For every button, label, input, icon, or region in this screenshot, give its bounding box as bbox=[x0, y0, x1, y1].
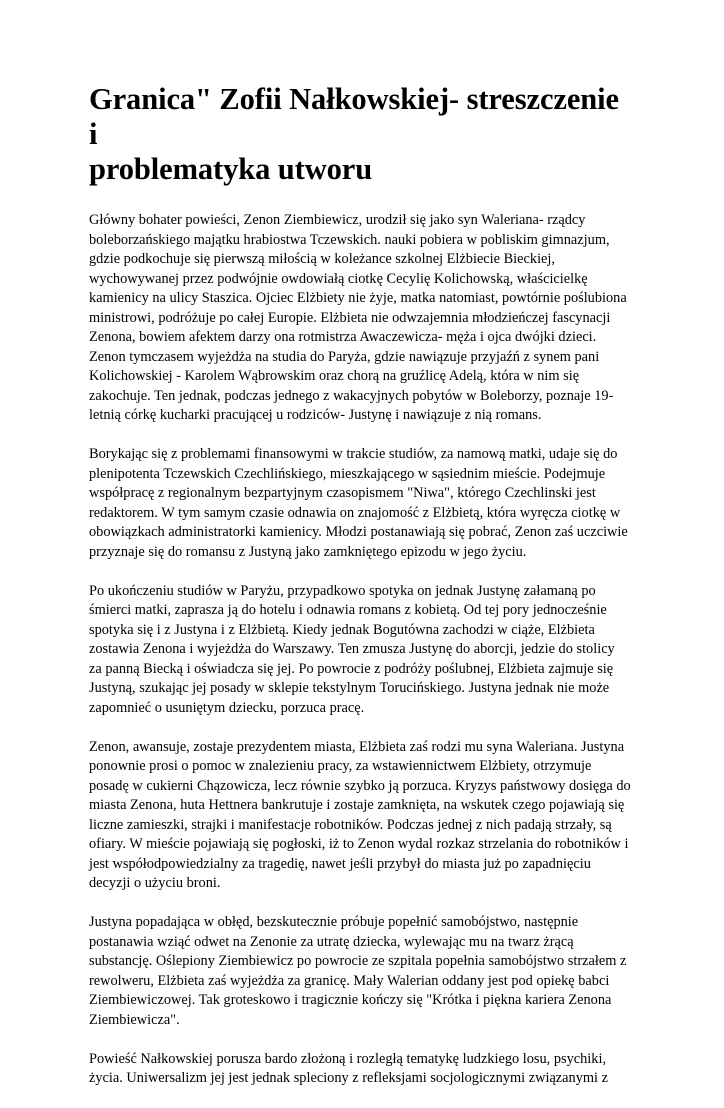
text-line: Kolichowskiej - Karolem Wąbrowskim oraz chorą na gruźlicę Adelą, która w nim się bbox=[89, 368, 580, 384]
text-line: miasta Zenona, huta Hettnera bankrutuje i zostaje zamknięta, na wskutek czego pojawiają się bbox=[89, 797, 625, 813]
text-line: posadę w cukierni Chązowicza, lecz równie szybko ją porzuca. Kryzys państwowy dosięga do bbox=[89, 777, 631, 794]
text-line: ministrowi, podróżuje po całej Europie. Elżbieta nie odwzajemnia młodzieńczej fascynacji bbox=[89, 309, 611, 326]
paragraph-2 bbox=[89, 445, 634, 562]
text-line: Zenona, bowiem afektem darzy ona rotmistrza Awaczewicza- męża i ojca dwójki dzieci. bbox=[89, 329, 597, 345]
paragraph-6 bbox=[89, 1050, 634, 1089]
text-line: substancję. Oślepiony Ziembiewicz po powrocie ze szpitala popełnia samobójstwo strzałem z bbox=[89, 953, 627, 969]
paragraph-1 bbox=[89, 211, 634, 426]
text-line: przyznaje się do romansu z Justyną jako zamkniętego epizodu w jego życiu. bbox=[89, 543, 527, 560]
text-line: wychowywanej przez podwójnie owdowiałą ciotkę Cecylię Kolichowską, właścicielkę bbox=[89, 270, 588, 287]
title-line-2: problematyka utworu bbox=[89, 152, 373, 186]
text-line: redaktorem. W tym samym czasie odnawia on znajomość z Elżbietą, która wyręcza ciotkę w bbox=[89, 504, 621, 521]
document-title bbox=[89, 82, 634, 187]
text-line: Justyna popadająca w obłęd, bezskutecznie próbuje popełnić samobójstwo, następnie bbox=[89, 914, 579, 930]
text-line: Zenon tymczasem wyjeżdża na studia do Paryża, gdzie nawiązuje przyjaźń z synem pani bbox=[89, 348, 600, 365]
paragraph-3 bbox=[89, 582, 634, 719]
text-line: kamienicy na ulicy Staszica. Ojciec Elżbiety nie żyje, matka natomiast, powtórnie poślubiona bbox=[89, 290, 627, 306]
text-line: Główny bohater powieści, Zenon Ziembiewicz, urodził się jako syn Waleriana- rządcy bbox=[89, 212, 586, 228]
text-line: postanawia wziąć odwet na Zenonie za utratę dziecka, wylewając mu na twarz żrącą bbox=[89, 933, 574, 950]
text-line: spotyka się i z Justyna i z Elżbietą. Kiedy jednak Bogutówna zachodzi w ciąże, Elżbieta bbox=[89, 621, 595, 638]
text-line: Zenon, awansuje, zostaje prezydentem miasta, Elżbieta zaś rodzi mu syna Waleriana. Justyna bbox=[89, 738, 625, 755]
text-line: ponownie prosi o pomoc w znalezieniu pracy, za wstawiennictwem Elżbiety, otrzymuje bbox=[89, 758, 592, 774]
text-line: Powieść Nałkowskiej porusza bardo złożoną i rozległą tematykę ludzkiego losu, psychiki, bbox=[89, 1050, 607, 1067]
text-line: rewolweru, Elżbieta zaś wyjeżdża za granicę. Mały Walerian oddany jest pod opiekę babci bbox=[89, 972, 610, 989]
text-line: śmierci matki, zaprasza ją do hotelu i odnawia romans z kobietą. Od tej pory jednocześnie bbox=[89, 602, 607, 618]
text-line: Borykając się z problemami finansowymi w trakcie studiów, za namową matki, udaje się do bbox=[89, 446, 618, 462]
text-line: Ziembiewicza". bbox=[89, 1011, 180, 1028]
text-line: życia. Uniwersalizm jej jest jednak spleciony z refleksjami socjologicznymi związanymi z bbox=[89, 1070, 608, 1086]
text-line: Justyną, szukając jej posady w sklepie tekstylnym Torucińskiego. Justyna jednak nie może bbox=[89, 680, 610, 696]
text-line: plenipotenta Tczewskich Czechlińskiego, mieszkającego w sąsiednim mieście. Podejmuje bbox=[89, 465, 606, 482]
text-line: za panną Biecką i oświadcza się jej. Po powrocie z podróży poślubnej, Elżbieta zajmuje się bbox=[89, 660, 614, 677]
document-page bbox=[89, 82, 634, 1108]
paragraph-4 bbox=[89, 738, 634, 894]
text-line: zostawia Zenona i wyjeżdża do Warszawy. Ten zmusza Justynę do aborcji, jedzie do stolicy bbox=[89, 641, 615, 657]
text-line: ofiary. W mieście pojawiają się pogłoski, iż to Zenon wydal rozkaz strzelania do robotników i bbox=[89, 836, 629, 852]
text-line: zapomnieć o usuniętym dziecku, porzuca pracę. bbox=[89, 699, 365, 716]
text-line: zakochuje. Ten jednak, podczas jednego z wakacyjnych pobytów w Boleborzy, poznaje 19- bbox=[89, 387, 614, 404]
text-line: boleborzańskiego majątku hrabiostwa Tczewskich. nauki pobiera w pobliskim gimnazjum, bbox=[89, 231, 610, 248]
text-line: współpracę z regionalnym bezpartyjnym czasopismem "Niwa", którego Czechlinski jest bbox=[89, 485, 596, 501]
text-line: obowiązkach administratorki kamienicy. Młodzi postanawiają się pobrać, Zenon zaś uczciwie bbox=[89, 524, 628, 540]
text-line: decyzji o użyciu broni. bbox=[89, 875, 221, 891]
text-line: Ziembiewiczowej. Tak groteskowo i tragicznie kończy się "Krótka i piękna kariera Zenona bbox=[89, 992, 612, 1008]
text-line: gdzie podkochuje się pierwszą miłością w koleżance szkolnej Elżbiecie Bieckiej, bbox=[89, 251, 555, 267]
title-line-1: Granica" Zofii Nałkowskiej- streszczenie i bbox=[89, 82, 619, 151]
text-line: Po ukończeniu studiów w Paryżu, przypadkowo spotyka on jednak Justynę załamaną po bbox=[89, 582, 596, 599]
text-line: liczne zamieszki, strajki i manifestacje robotników. Podczas jednej z nich padają strzały, są bbox=[89, 816, 612, 833]
text-line: jest współodpowiedzialny za tragedię, nawet jeśli przybył do miasta już po zapadnięciu bbox=[89, 855, 591, 872]
paragraph-5 bbox=[89, 913, 634, 1030]
text-line: letnią córkę kucharki pracującej u rodziców- Justynę i nawiązuje z nią romans. bbox=[89, 407, 542, 423]
